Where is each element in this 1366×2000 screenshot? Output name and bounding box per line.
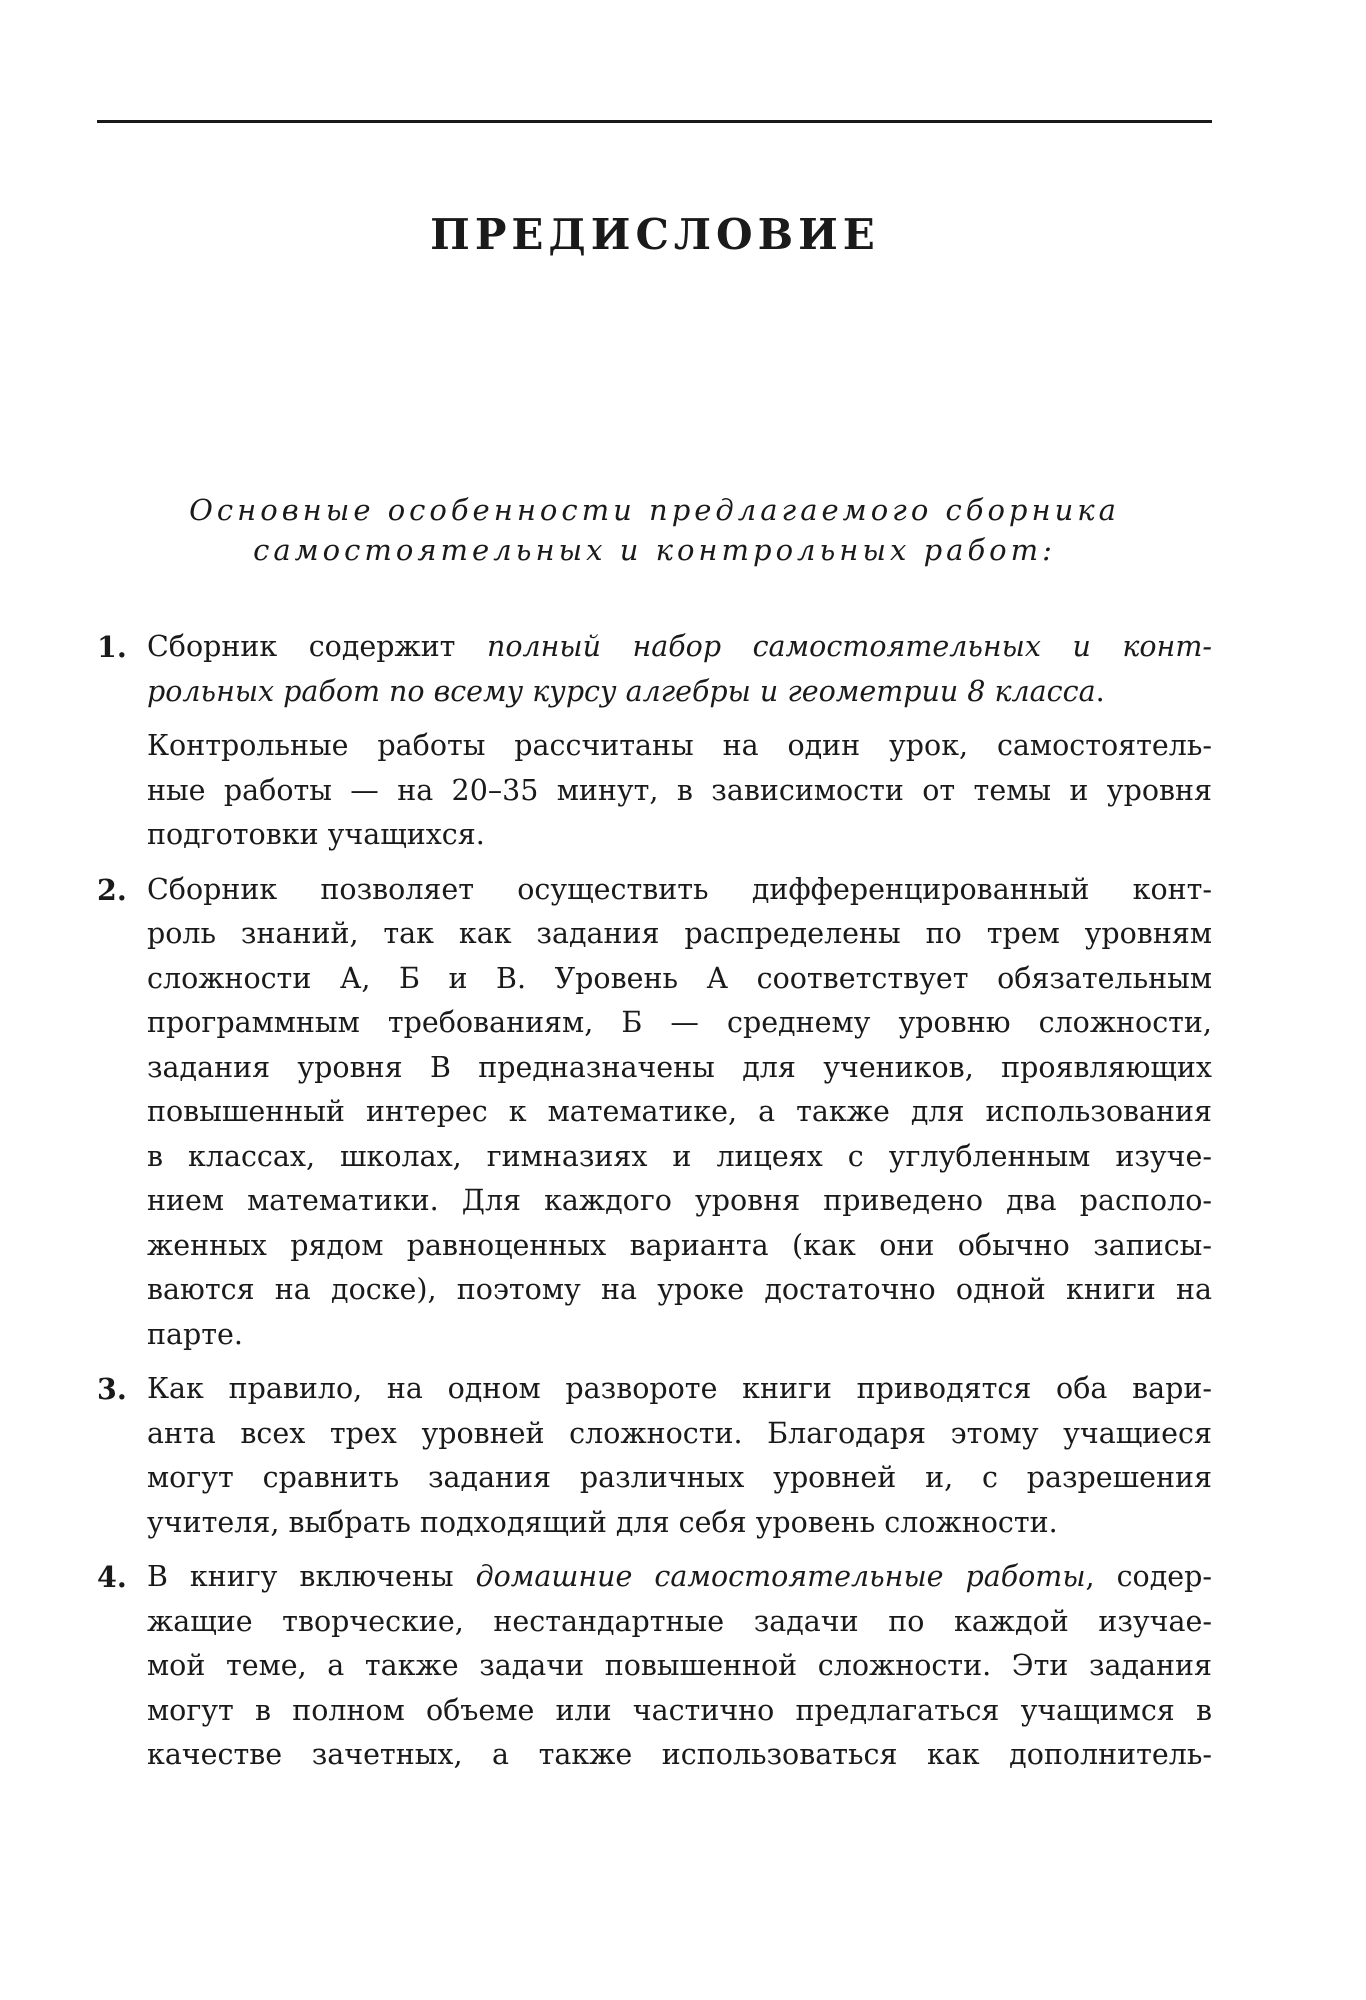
text-line bbox=[147, 625, 1212, 670]
text-line: программным требованиям, Б — среднему уровню сложности, bbox=[147, 1006, 1212, 1039]
item-4-paragraph bbox=[147, 1555, 1212, 1778]
item-1-paragraph-1 bbox=[147, 625, 1212, 714]
text-line: анта всех трех уровней сложности. Благодаря этому учащиеся bbox=[147, 1416, 1212, 1450]
text-line: роль знаний, так как задания распределены по трем уровням bbox=[147, 917, 1212, 950]
text-segment: В книгу включены bbox=[147, 1560, 476, 1593]
item-number: 4. bbox=[97, 1560, 127, 1594]
item-number: 3. bbox=[97, 1372, 127, 1406]
subtitle-line-1: Основные особенности предлагаемого сборника bbox=[189, 493, 1120, 527]
emphasis-text: полный набор самостоятельных и конт- bbox=[486, 630, 1212, 663]
list-item-1 bbox=[97, 625, 1212, 858]
text-line bbox=[147, 1555, 1212, 1600]
text-line: сложности А, Б и В. Уровень А соответствует обязательным bbox=[147, 961, 1212, 995]
subtitle bbox=[97, 490, 1212, 570]
list-item-4 bbox=[97, 1555, 1212, 1778]
text-line: задания уровня В предназначены для учеников, проявляющих bbox=[147, 1050, 1212, 1084]
text-line: нием математики. Для каждого уровня приведено два располо- bbox=[147, 1184, 1212, 1217]
item-2-paragraph bbox=[147, 868, 1212, 1358]
text-line: подготовки учащихся. bbox=[147, 818, 485, 851]
top-rule bbox=[97, 120, 1212, 123]
text-line: ваются на доске), поэтому на уроке достаточно одной книги на bbox=[147, 1273, 1212, 1306]
page-title: ПРЕДИСЛОВИЕ bbox=[430, 210, 880, 259]
text-line: могут сравнить задания различных уровней и, с разрешения bbox=[147, 1461, 1212, 1494]
text-line: Контрольные работы рассчитаны на один урок, самостоятель- bbox=[147, 729, 1212, 762]
text-line: качестве зачетных, а также использоваться как дополнитель- bbox=[147, 1738, 1212, 1771]
item-number: 2. bbox=[97, 872, 127, 907]
text-line: жащие творческие, нестандартные задачи по каждой изучае- bbox=[147, 1604, 1212, 1638]
features-list bbox=[97, 625, 1212, 1788]
subtitle-line-2: самостоятельных и контрольных работ: bbox=[253, 533, 1056, 567]
list-item-2 bbox=[97, 868, 1212, 1358]
text-segment: Сборник содержит bbox=[147, 630, 487, 663]
item-1-paragraph-2 bbox=[147, 724, 1212, 858]
item-number: 1. bbox=[97, 630, 127, 664]
text-line: в классах, школах, гимназиях и лицеях с углубленным изуче- bbox=[147, 1139, 1212, 1173]
text-line: парте. bbox=[147, 1317, 243, 1351]
emphasis-text: домашние самостоятельные работы bbox=[475, 1560, 1086, 1593]
text-line: ные работы — на 20–35 минут, в зависимости от темы и уровня bbox=[147, 773, 1212, 807]
text-line: Как правило, на одном развороте книги приводятся оба вари- bbox=[147, 1372, 1212, 1405]
text-line: могут в полном объеме или частично предлагаться учащимся в bbox=[147, 1693, 1212, 1727]
text-line: мой теме, а также задачи повышенной сложности. Эти задания bbox=[147, 1649, 1212, 1682]
item-3-paragraph bbox=[147, 1367, 1212, 1545]
text-segment: . bbox=[1095, 674, 1105, 708]
text-line: Сборник позволяет осуществить дифференцированный конт- bbox=[147, 872, 1212, 906]
emphasis-text: рольных работ по всему курсу алгебры и геометрии 8 класса bbox=[147, 674, 1096, 708]
text-line bbox=[147, 670, 1212, 715]
text-line: учителя, выбрать подходящий для себя уровень сложности. bbox=[147, 1505, 1058, 1539]
text-segment: , содер- bbox=[1085, 1560, 1212, 1593]
list-item-3 bbox=[97, 1367, 1212, 1545]
text-line: повышенный интерес к математике, а также для использования bbox=[147, 1095, 1212, 1128]
text-line: женных рядом равноценных варианта (как они обычно записы- bbox=[147, 1228, 1212, 1262]
